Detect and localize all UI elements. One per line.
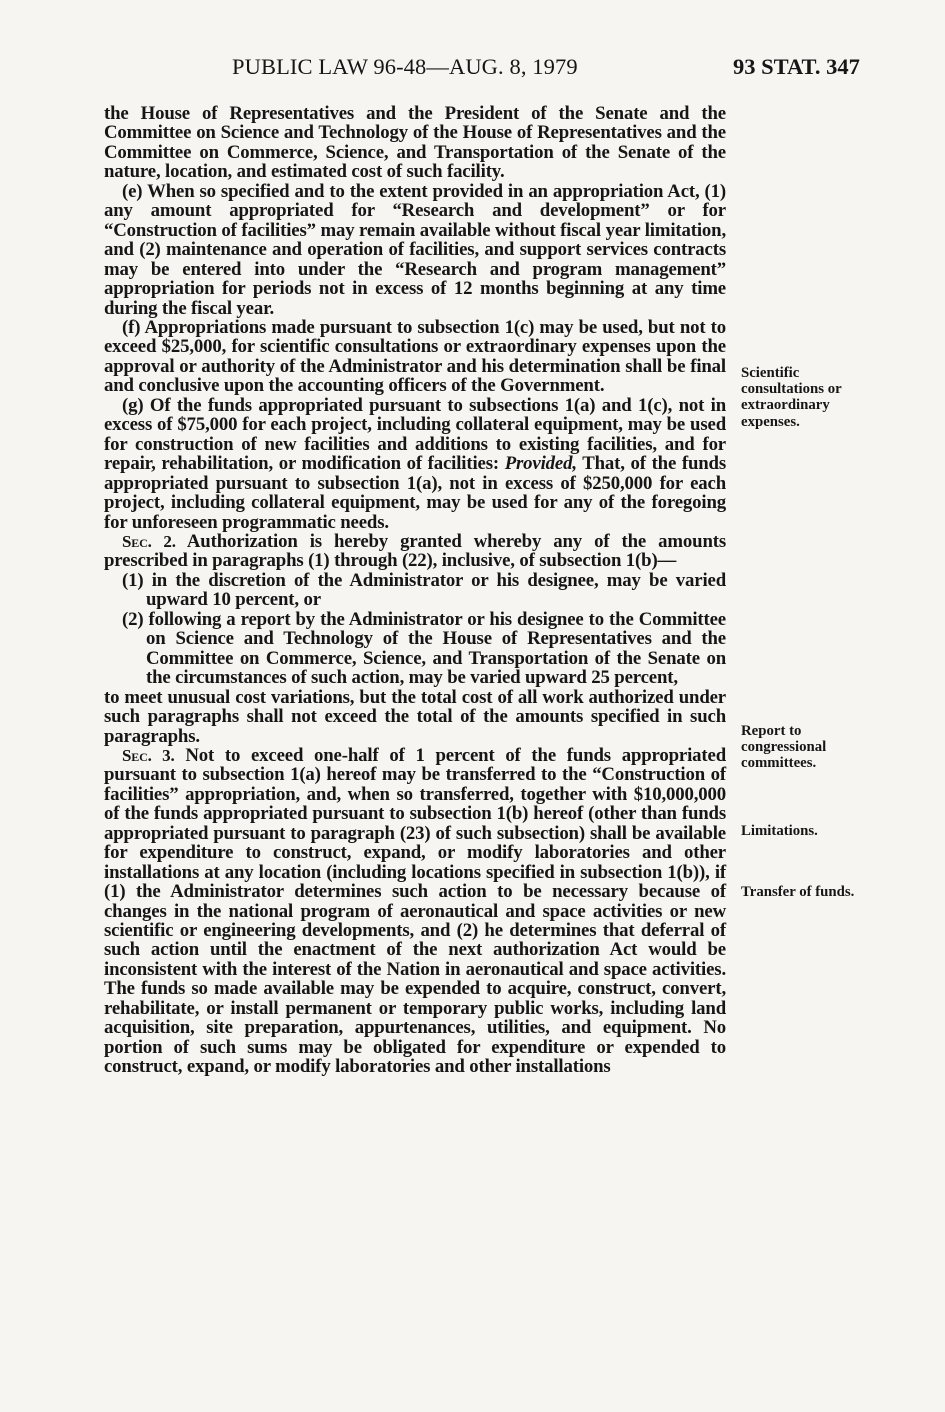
paragraph-f: (f) Appropriations made pursuant to subsection 1(c) may be used, but not to exceed $25,000, for scientific consultations or extraordinary expenses upon the approval or authority of the Administrator and his determination shall be final and conclusive upon the accounting officers of the Government. xyxy=(104,316,726,397)
page-header xyxy=(0,54,945,88)
margin-note-limitations: Limitations. xyxy=(741,823,818,839)
provided-proviso: Provided, xyxy=(504,453,577,475)
paragraph-g-text-start: (g) Of the funds appropriated pursuant to subsections 1(a) and 1(c), not in excess of $75,000 for each project, including collateral equipment, may be used for construction of new facilities and additions to existing facilities, and for repair, rehabilitation, or modification of facilities: xyxy=(104,394,726,475)
section-2-item-2: (2) following a report by the Administrator or his designee to the Committee on Science and Technology of the House of Representatives and the Committee on Commerce, Science, and Transportation of the Senate on the circumstances of such action, may be varied upward 25 percent, xyxy=(122,608,726,689)
law-body-text xyxy=(104,104,726,1077)
page-title: PUBLIC LAW 96-48—AUG. 8, 1979 xyxy=(232,54,578,79)
margin-note-transfer-of-funds: Transfer of funds. xyxy=(741,884,855,900)
paragraph-e: (e) When so specified and to the extent provided in an appropriation Act, (1) any amount appropriated for “Research and development” or for “Construction of facilities” may remain available without fiscal year limitation, and (2) maintenance and operation of facilities, and support services contracts may be entered into under the “Research and program management” appropriation for periods not in excess of 12 months beginning at any time during the fiscal year. xyxy=(104,180,726,319)
margin-note-scientific-consultations: Scientific consultations or extraordinary expenses. xyxy=(741,365,842,430)
section-3-text: Not to exceed one-half of 1 percent of the funds appropriated pursuant to subsection 1(a) hereof may be transferred to the “Construction of facilities” appropriation, and, when so transferred, together with $10,000,000 of the funds appropriated pursuant to subsection 1(b) hereof (other than funds appropriated pursuant to paragraph (23) of such subsection) shall be available for expenditure to construct, expand, or modify laboratories and other installations at any location (including locations specified in subsection 1(b)), if (1) the Administrator determines such action to be necessary because of changes in the national program of aeronautical and space activities or new scientific or engineering developments, and (2) he determines that deferral of such action until the enactment of the next authorization Act would be inconsistent with the interest of the Nation in aeronautical and space activities. The funds so made available may be expended to acquire, construct, convert, rehabilitate, or install permanent or temporary public works, including land acquisition, site preparation, appurtenances, utilities, and equipment. No portion of such sums may be obligated for expenditure or expended to construct, expand, or modify laboratories and other installations xyxy=(104,744,727,1078)
paragraph-g xyxy=(104,396,726,532)
paragraph-continued: the House of Representatives and the President of the Senate and the Committee on Science and Technology of the House of Representatives and the Committee on Commerce, Science, and Transportation of the Senate of the nature, location, and estimated cost of such facility. xyxy=(104,103,726,183)
section-3 xyxy=(104,746,726,1077)
section-2-closing: to meet unusual cost variations, but the total cost of all work authorized under such paragraphs shall not exceed the total of the amounts specified in such paragraphs. xyxy=(104,686,726,747)
section-2-item-1: (1) in the discretion of the Administrator or his designee, may be varied upward 10 percent, or xyxy=(122,569,726,611)
section-2-text: Authorization is hereby granted whereby any of the amounts prescribed in paragraphs (1) through (22), inclusive, of subsection 1(b)— xyxy=(104,530,727,572)
statute-page-number: 93 STAT. 347 xyxy=(733,54,860,79)
section-2-intro xyxy=(104,532,726,571)
section-3-label: Sec. 3. xyxy=(122,745,175,765)
section-2-label: Sec. 2. xyxy=(122,531,176,551)
margin-note-report-to-committees: Report to congressional committees. xyxy=(741,723,827,772)
paragraph-g-text-end: That, of the funds appropriated pursuant to subsection 1(a), not in excess of $250,000 for each project, including collateral equipment, may be used for any of the foregoing for unforeseen programmatic needs. xyxy=(104,453,727,533)
